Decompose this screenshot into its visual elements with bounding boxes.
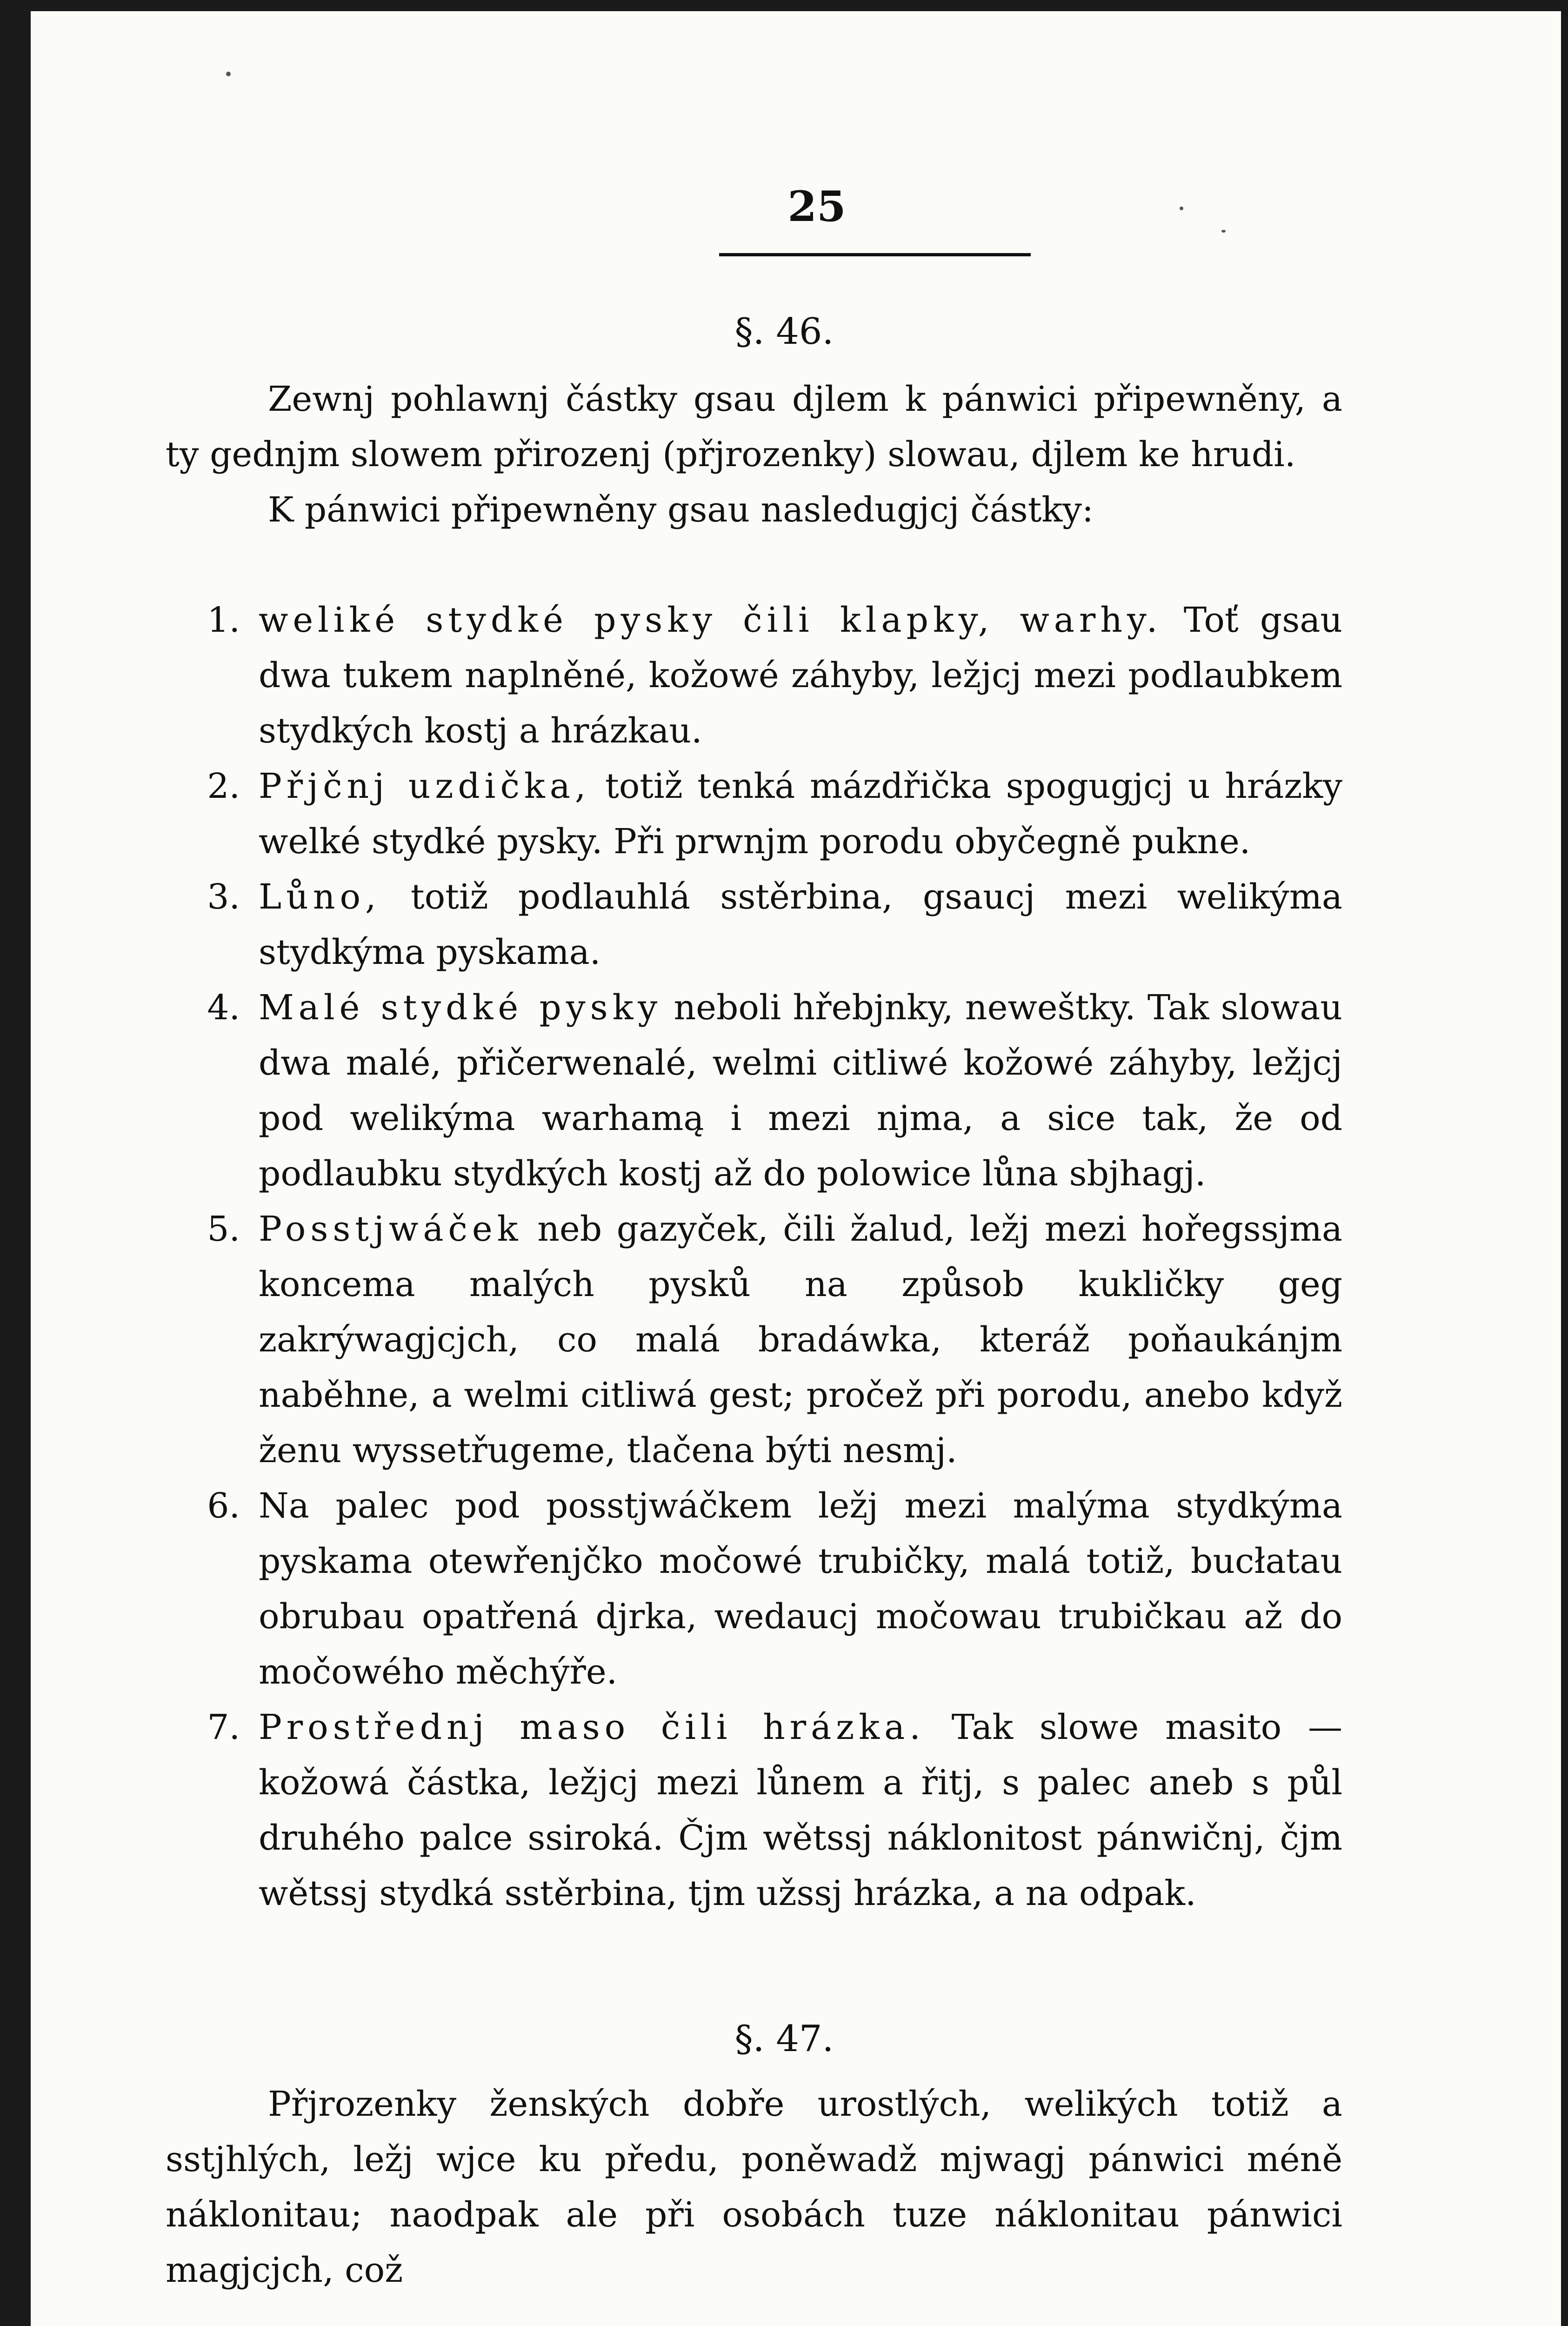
paper-speck bbox=[226, 72, 231, 76]
paper-speck bbox=[1221, 230, 1226, 233]
section-46-heading: §. 46. bbox=[734, 311, 834, 353]
page-number: 25 bbox=[787, 182, 846, 231]
item-text: Na palec pod posstjwáčkem ležj mezi malýma stydkýma pyskama otewřenjčko močowé trubičky, malá totiž, bucłatau obrubau opatřená djrka, wedaucj močowau trubičkau až do močowého měchýře. bbox=[259, 1486, 1342, 1692]
book-page bbox=[31, 11, 1561, 2326]
item-term: Lůno, bbox=[259, 877, 381, 917]
list-item bbox=[166, 980, 1342, 1202]
item-text: totiž podlauhlá sstěrbina, gsaucj mezi welikýma stydkýma pyskama. bbox=[259, 877, 1342, 972]
item-number: 7. bbox=[207, 1707, 240, 1747]
paper-speck bbox=[1180, 207, 1183, 210]
item-text: totiž tenká mázdřička spogugjcj u hrázky welké stydké pysky. Při prwnjm porodu obyčegně pukne. bbox=[259, 766, 1342, 862]
item-number: 3. bbox=[207, 877, 240, 917]
item-text: Tak slowe masito — kožowá částka, ležjcj mezi lůnem a řitj, s palec aneb s půl druhého palce ssiroká. Čjm wětssj náklonitost pánwičnj, čjm wětssj stydká sstěrbina, tjm užssj hrázka, a na odpak. bbox=[259, 1707, 1342, 1913]
header-rule bbox=[719, 253, 1031, 256]
item-text: Toť gsau dwa tukem naplněné, kožowé záhyby, ležjcj mezi podlaubkem stydkých kostj a hrázkau. bbox=[259, 600, 1343, 751]
list-item bbox=[166, 1478, 1342, 1700]
list-item bbox=[166, 869, 1342, 980]
list-item bbox=[166, 1700, 1342, 1921]
section-47-text bbox=[166, 2077, 1342, 2298]
list-item bbox=[166, 1202, 1342, 1478]
item-text: neb gazyček, čili žalud, ležj mezi hořegssjma koncema malých pysků na způsob kukličky geg zakrýwagjcjch, co malá bradáwka, kteráž poňaukánjm naběhne, a welmi citliwá gest; pročež při porodu, anebo když ženu wyssetřugeme, tlačena býti nesmj. bbox=[259, 1209, 1342, 1470]
lead-paragraph: K pánwici připewněny gsau nasledugjcj částky: bbox=[268, 490, 1094, 530]
parts-list bbox=[166, 593, 1342, 1921]
item-text: neboli hřebjnky, neweštky. Tak slowau dwa malé, přičerwenalé, welmi citliwé kožowé záhyby, ležjcj pod welikýma warhamą i mezi njma, a sice tak, že od podlaubku stydkých kostj až do polowice lůna sbjhagj. bbox=[259, 988, 1342, 1194]
item-number: 1. bbox=[207, 600, 240, 640]
item-number: 4. bbox=[207, 988, 240, 1028]
item-term: Posstjwáček bbox=[259, 1209, 523, 1249]
list-item bbox=[166, 593, 1342, 759]
item-number: 6. bbox=[207, 1486, 240, 1526]
item-term: Přjčnj uzdička, bbox=[259, 766, 591, 806]
section-47-heading: §. 47. bbox=[734, 2018, 834, 2060]
section-46-intro bbox=[166, 372, 1342, 538]
item-term: Malé stydké pysky bbox=[259, 988, 662, 1028]
item-term: weliké stydké pysky čili klapky, warhy. bbox=[259, 600, 1162, 640]
item-term: Prostřednj maso čili hrázka. bbox=[259, 1707, 925, 1747]
intro-paragraph: Zewnj pohlawnj částky gsau djlem k pánwici připewněny, a ty gednjm slowem přirozenj (přjrozenky) slowau, djlem ke hrudi. bbox=[166, 379, 1342, 475]
item-number: 5. bbox=[207, 1209, 240, 1249]
list-item bbox=[166, 759, 1342, 869]
section-47-paragraph: Přjrozenky ženských dobře urostlých, welikých totiž a sstjhlých, ležj wjce ku předu, poněwadž mjwagj pánwici méně náklonitau; naodpak ale při osobách tuze náklonitau pánwici magjcjch, což bbox=[166, 2084, 1342, 2290]
item-number: 2. bbox=[207, 766, 240, 806]
